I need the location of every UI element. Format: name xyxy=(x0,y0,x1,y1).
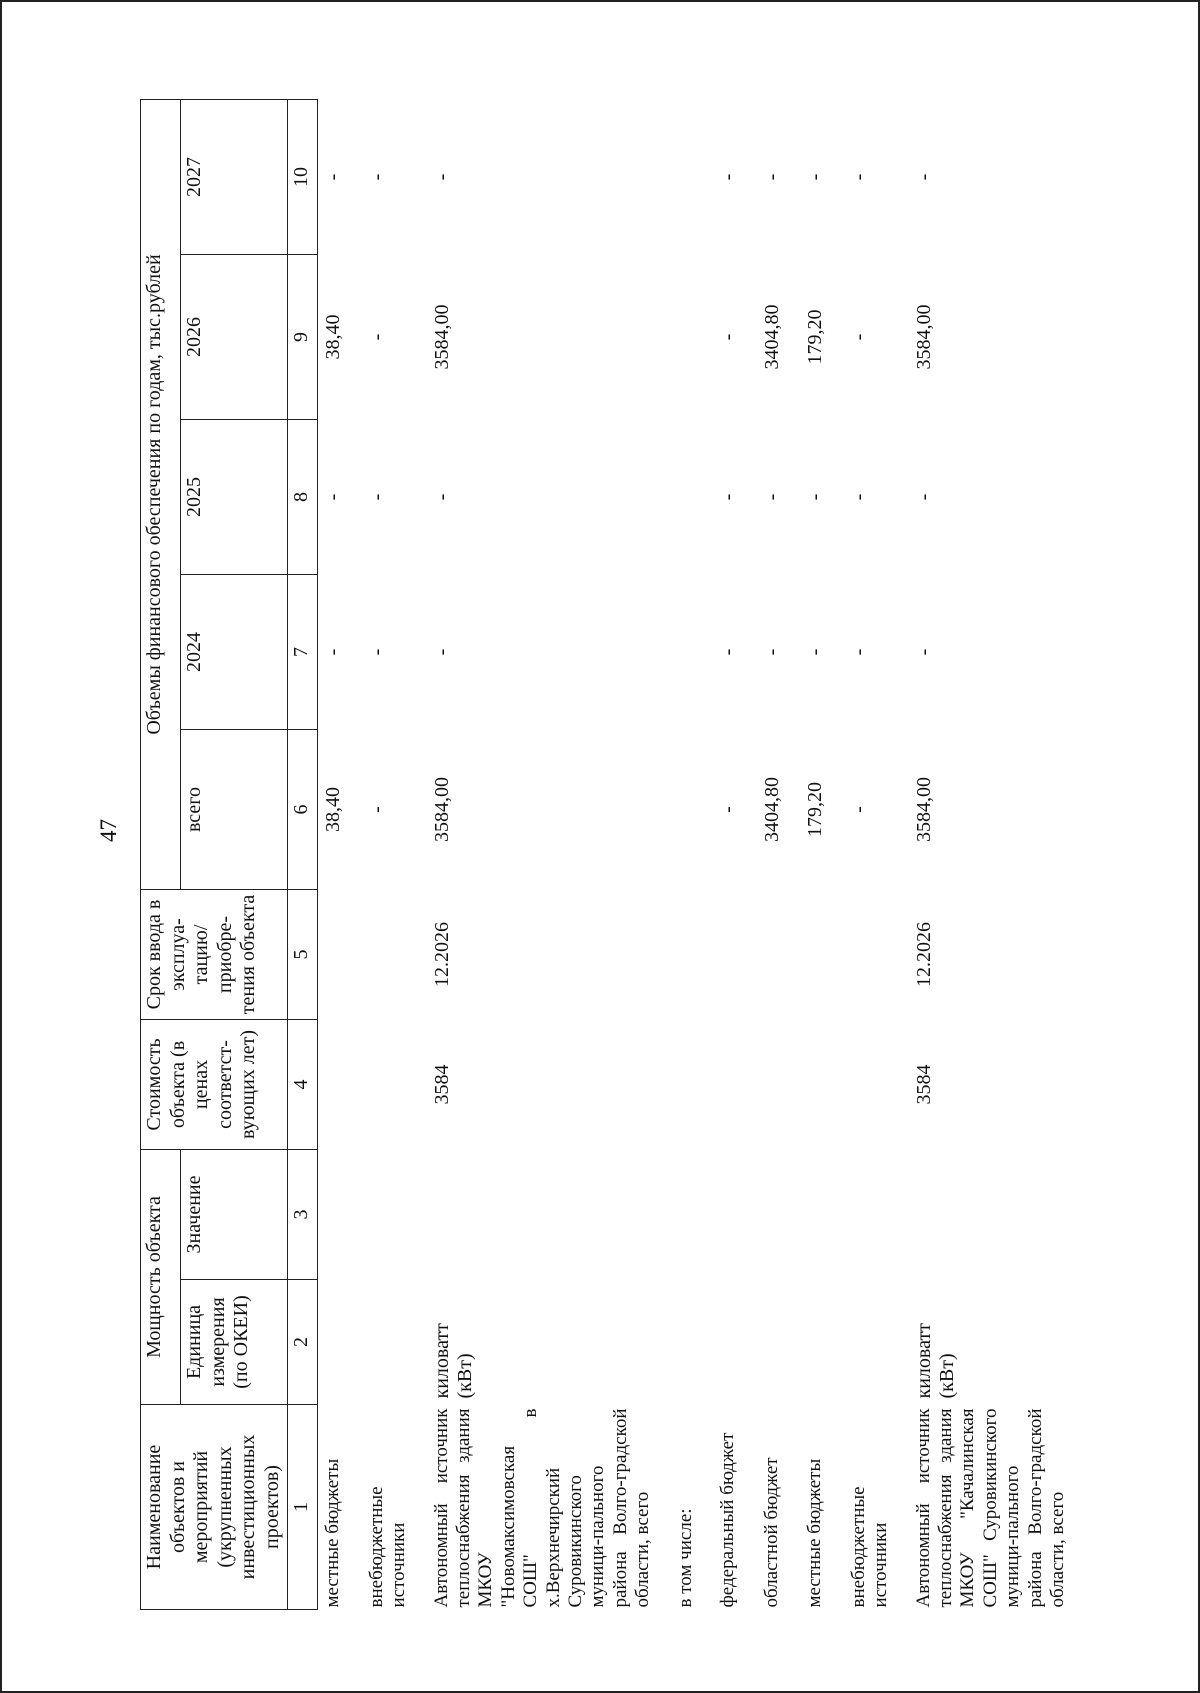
column-number-row xyxy=(287,99,318,1609)
table-row xyxy=(844,99,909,1609)
row-name: в том числе: xyxy=(674,1508,696,1608)
column-number: 3 xyxy=(287,1150,318,1280)
table-row xyxy=(909,99,1070,1609)
row-total: - xyxy=(717,806,740,813)
row-2025: - xyxy=(804,493,827,501)
row-term xyxy=(757,890,801,1020)
header-year-2027: 2027 xyxy=(181,99,287,254)
row-term xyxy=(844,890,909,1020)
row-unit xyxy=(844,1280,909,1405)
rotated-table-wrapper xyxy=(140,100,1080,1610)
row-2024: - xyxy=(365,648,388,656)
table-row xyxy=(427,99,671,1609)
row-2025: - xyxy=(912,493,935,501)
row-value xyxy=(671,1150,713,1280)
header-year-2026: 2026 xyxy=(181,255,287,420)
row-2026: 3404,80 xyxy=(760,304,783,370)
row-unit: киловатт (кВт) xyxy=(912,1323,959,1399)
row-total: - xyxy=(365,806,388,813)
row-2024 xyxy=(671,575,713,730)
row-value xyxy=(800,1150,844,1280)
row-term: 12.2026 xyxy=(912,922,935,987)
row-2025: - xyxy=(430,493,453,501)
row-value xyxy=(318,1150,362,1280)
row-term xyxy=(713,890,757,1020)
row-2024: - xyxy=(804,648,827,656)
row-cost xyxy=(362,1020,427,1150)
row-unit xyxy=(713,1280,757,1405)
header-year-2024: 2024 xyxy=(181,575,287,730)
row-2027: - xyxy=(760,173,783,181)
header-value: Значение xyxy=(181,1150,287,1280)
column-number: 7 xyxy=(287,575,318,730)
row-unit xyxy=(757,1280,801,1405)
row-cost: 3584 xyxy=(912,1064,935,1105)
row-value xyxy=(844,1150,909,1280)
row-2025: - xyxy=(322,493,345,501)
row-cost xyxy=(844,1020,909,1150)
row-term xyxy=(318,890,362,1020)
row-cost xyxy=(800,1020,844,1150)
table-row xyxy=(671,99,713,1609)
row-total: 3584,00 xyxy=(430,777,453,842)
column-number: 2 xyxy=(287,1280,318,1405)
page-number: 47 xyxy=(96,819,121,842)
row-2027: - xyxy=(717,173,740,181)
row-cost xyxy=(671,1020,713,1150)
row-2025: - xyxy=(760,493,783,501)
row-2027: - xyxy=(847,173,870,181)
row-2024: - xyxy=(430,648,453,656)
header-total: всего xyxy=(181,730,287,890)
row-name: внебюджетные источники xyxy=(365,1486,410,1608)
row-2024: - xyxy=(847,648,870,656)
column-number: 8 xyxy=(287,420,318,575)
row-2024: - xyxy=(912,648,935,656)
funding-table xyxy=(140,99,1069,1610)
column-number: 6 xyxy=(287,730,318,890)
row-2026 xyxy=(671,255,713,420)
row-cost: 3584 xyxy=(430,1064,453,1105)
row-name: внебюджетные источники xyxy=(847,1486,892,1608)
row-value xyxy=(362,1150,427,1280)
row-total: 3404,80 xyxy=(760,777,783,842)
row-2026: - xyxy=(365,333,388,341)
row-2026: 38,40 xyxy=(322,314,345,360)
header-unit: Единица измерения (по ОКЕИ) xyxy=(181,1280,287,1405)
row-cost xyxy=(713,1020,757,1150)
row-name: Автономный источник теплоснабжения здания МКОУ "Новомаксимовская СОШ" в х.Верхнечирский Суровикинского муници-пального района Волго-градской области, всего xyxy=(430,1408,654,1608)
row-2027: - xyxy=(322,173,345,181)
row-total xyxy=(671,730,713,890)
header-funding: Объемы финансового обеспечения по годам, тыс.рублей xyxy=(141,99,181,889)
row-value xyxy=(427,1150,671,1280)
row-2027: - xyxy=(365,173,388,181)
table-row xyxy=(757,99,801,1609)
row-2025 xyxy=(671,420,713,575)
header-name: Наименование объектов и мероприятий (укрупненных инвестиционных проектов) xyxy=(141,1405,288,1610)
row-unit xyxy=(318,1280,362,1405)
row-2025: - xyxy=(717,493,740,501)
row-2026: 3584,00 xyxy=(912,304,935,370)
row-value xyxy=(757,1150,801,1280)
table-row xyxy=(362,99,427,1609)
row-unit: киловатт (кВт) xyxy=(430,1323,477,1399)
column-number: 4 xyxy=(287,1020,318,1150)
header-term: Срок ввода в эксплуа-тацию/ приобре-тения объекта xyxy=(141,890,288,1020)
column-number: 1 xyxy=(287,1405,318,1610)
row-2027: - xyxy=(912,173,935,181)
table-row xyxy=(713,99,757,1609)
row-term: 12.2026 xyxy=(430,922,453,987)
row-2025: - xyxy=(847,493,870,501)
row-term xyxy=(362,890,427,1020)
header-year-2025: 2025 xyxy=(181,420,287,575)
header-cost: Стоимость объекта (в ценах соответст-вующих лет) xyxy=(141,1020,288,1150)
row-term xyxy=(800,890,844,1020)
row-name: федеральный бюджет xyxy=(717,1432,739,1608)
row-name: областной бюджет xyxy=(760,1457,782,1608)
row-total: 38,40 xyxy=(322,787,345,832)
row-unit xyxy=(671,1280,713,1405)
row-2024: - xyxy=(760,648,783,656)
row-name: местные бюджеты xyxy=(804,1458,826,1608)
row-total: - xyxy=(847,806,870,813)
row-cost xyxy=(757,1020,801,1150)
table-row xyxy=(800,99,844,1609)
row-total: 3584,00 xyxy=(912,777,935,842)
row-name: местные бюджеты xyxy=(322,1458,344,1608)
row-unit xyxy=(800,1280,844,1405)
row-2027: - xyxy=(804,173,827,181)
row-2026: - xyxy=(717,333,740,341)
row-2027 xyxy=(671,99,713,254)
row-term xyxy=(671,890,713,1020)
column-number: 5 xyxy=(287,890,318,1020)
row-2026: - xyxy=(847,333,870,341)
row-value xyxy=(909,1150,1070,1280)
row-2026: 3584,00 xyxy=(430,304,453,370)
row-cost xyxy=(318,1020,362,1150)
row-total: 179,20 xyxy=(804,782,827,837)
table-row xyxy=(318,99,362,1609)
header-capacity: Мощность объекта xyxy=(141,1150,181,1405)
row-unit xyxy=(362,1280,427,1405)
row-2025: - xyxy=(365,493,388,501)
column-number: 9 xyxy=(287,255,318,420)
row-name: Автономный источник теплоснабжения здания МКОУ "Качалинская СОШ" Суровикинского муници-пального района Волго-градской области, всего xyxy=(912,1408,1069,1608)
row-2024: - xyxy=(717,648,740,656)
column-number: 10 xyxy=(287,99,318,254)
row-2026: 179,20 xyxy=(804,309,827,365)
row-value xyxy=(713,1150,757,1280)
row-2027: - xyxy=(430,173,453,181)
row-2024: - xyxy=(322,648,345,656)
